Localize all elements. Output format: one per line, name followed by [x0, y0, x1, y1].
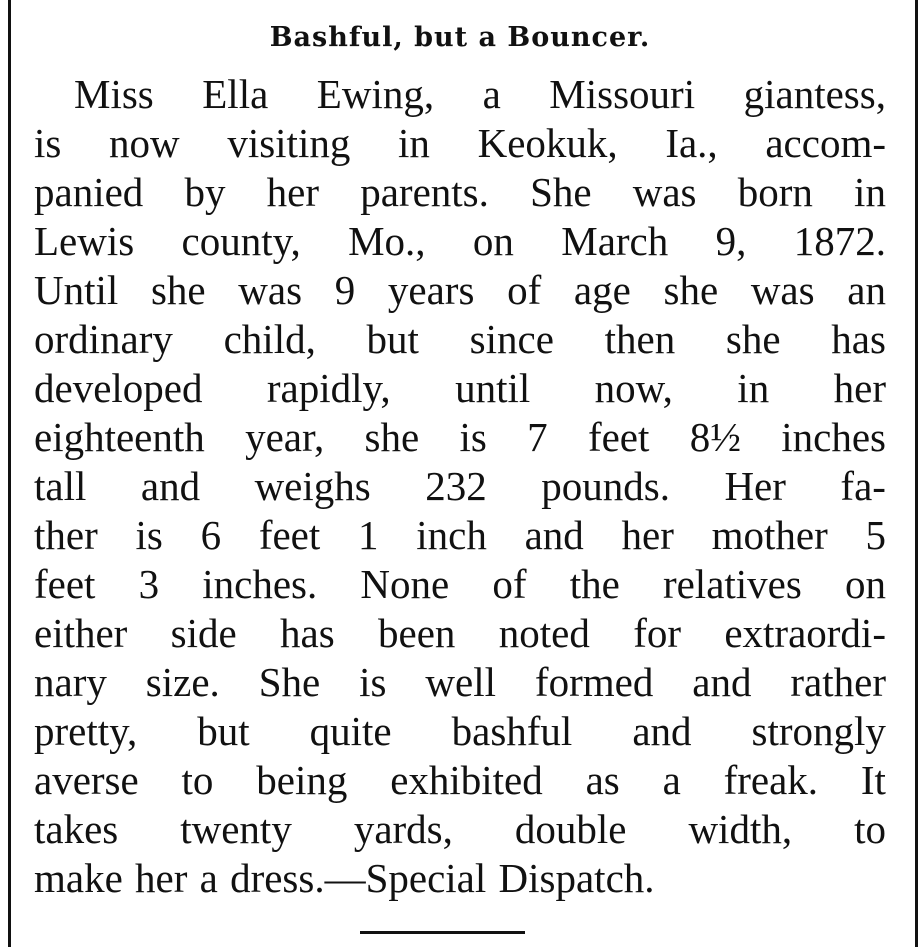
word: and	[692, 659, 752, 705]
article-line	[34, 609, 886, 658]
word: rapidly,	[266, 365, 391, 411]
word: rather	[790, 659, 886, 705]
word: 1872.	[793, 218, 886, 264]
article-line: make her a dress.—Special Dispatch.	[34, 855, 655, 901]
word: her	[266, 169, 320, 215]
word: Mo.,	[348, 218, 426, 264]
word: was	[632, 169, 697, 215]
word: feet	[34, 561, 96, 607]
word: to	[181, 757, 214, 803]
word: and	[632, 708, 692, 754]
article-line	[34, 756, 886, 805]
word: she	[364, 414, 420, 460]
word: twenty	[180, 806, 292, 852]
word: formed	[534, 659, 654, 705]
word: yards,	[353, 806, 453, 852]
headline: Bashful, but a Bouncer.	[269, 22, 651, 53]
word: is	[359, 659, 387, 705]
article-line	[34, 119, 886, 168]
word: she	[725, 316, 781, 362]
word: double	[514, 806, 627, 852]
word: eighteenth	[34, 414, 205, 460]
word: and	[140, 463, 201, 509]
word: 3	[138, 561, 160, 607]
word: takes	[34, 806, 119, 852]
word: mother	[711, 512, 828, 558]
article-line	[34, 364, 886, 413]
word: noted	[498, 610, 590, 656]
word: strongly	[751, 708, 886, 754]
article-line	[34, 413, 886, 462]
word: March	[561, 218, 669, 264]
word: is	[459, 414, 487, 460]
word: 1	[358, 512, 379, 558]
word: she	[150, 267, 206, 313]
word: for	[633, 610, 681, 656]
word: by	[184, 169, 226, 215]
word: a	[482, 71, 501, 117]
word: panied	[34, 169, 144, 215]
article-line	[34, 315, 886, 364]
word: extraordi-	[724, 610, 886, 656]
word: pretty,	[34, 708, 138, 754]
article-line	[34, 511, 886, 560]
article-line	[34, 217, 886, 266]
word: child,	[223, 316, 316, 362]
word: She	[530, 169, 592, 215]
word: accom-	[765, 120, 886, 166]
word: exhibited	[390, 757, 543, 803]
word: Lewis	[34, 218, 135, 264]
article-line	[34, 707, 886, 756]
word: pounds.	[541, 463, 670, 509]
word: is	[34, 120, 62, 166]
word: 6	[200, 512, 222, 558]
word: she	[663, 267, 719, 313]
word: been	[378, 610, 456, 656]
word: Missouri	[549, 71, 696, 117]
word: but	[197, 708, 250, 754]
word: Miss	[74, 71, 154, 117]
word: on	[472, 218, 514, 264]
word: She	[258, 659, 321, 705]
word: a	[662, 757, 681, 803]
article-line	[34, 805, 886, 854]
word: relatives	[662, 561, 802, 607]
word: tall	[34, 463, 87, 509]
word: Her	[724, 463, 786, 509]
word: weighs	[254, 463, 371, 509]
word: was	[238, 267, 303, 313]
word: in	[854, 169, 886, 215]
word: width,	[688, 806, 793, 852]
word: size.	[145, 659, 220, 705]
word: fa-	[840, 463, 886, 509]
word: It	[860, 757, 886, 803]
word: well	[425, 659, 496, 705]
word: ther	[34, 512, 98, 558]
article-line	[34, 658, 886, 707]
word: of	[492, 561, 527, 607]
word: freak.	[723, 757, 819, 803]
word: of	[507, 267, 542, 313]
word: years	[387, 267, 475, 313]
article-line	[34, 168, 886, 217]
word: and	[524, 512, 584, 558]
word: born	[737, 169, 813, 215]
word: Ewing,	[316, 71, 435, 117]
article-body	[34, 70, 886, 903]
word: either	[34, 610, 128, 656]
word: an	[847, 267, 886, 313]
word: quite	[309, 708, 392, 754]
word: Ia.,	[665, 120, 718, 166]
word: None	[360, 561, 450, 607]
word: year,	[245, 414, 325, 460]
word: since	[469, 316, 554, 362]
word: 8½	[689, 414, 741, 460]
word: giantess,	[743, 71, 886, 117]
word: was	[750, 267, 815, 313]
word: but	[366, 316, 419, 362]
word: feet	[258, 512, 321, 558]
word: the	[569, 561, 620, 607]
word: 5	[865, 512, 886, 558]
word: has	[831, 316, 886, 362]
word: ordinary	[34, 316, 173, 362]
word: 7	[527, 414, 548, 460]
word: her	[621, 512, 674, 558]
word: developed	[34, 365, 203, 411]
word: now,	[594, 365, 673, 411]
word: Ella	[202, 71, 269, 117]
word: 9,	[715, 218, 747, 264]
word: visiting	[227, 120, 351, 166]
word: averse	[34, 757, 139, 803]
word: in	[737, 365, 770, 411]
word: inch	[416, 512, 487, 558]
word: now	[109, 120, 180, 166]
word: side	[170, 610, 237, 656]
word: is	[135, 512, 163, 558]
word: nary	[34, 659, 107, 705]
word: being	[256, 757, 348, 803]
word: inches	[781, 414, 886, 460]
word: in	[398, 120, 430, 166]
word: on	[845, 561, 886, 607]
word: until	[455, 365, 531, 411]
word: 232	[425, 463, 487, 509]
word: as	[585, 757, 620, 803]
word: county,	[181, 218, 301, 264]
word: 9	[334, 267, 356, 313]
left-column-rule	[8, 0, 11, 947]
word: to	[854, 806, 886, 852]
word: feet	[587, 414, 650, 460]
article-line	[34, 462, 886, 511]
word: Until	[34, 267, 119, 313]
end-rule	[360, 931, 525, 934]
word: bashful	[451, 708, 573, 754]
word: Keokuk,	[477, 120, 618, 166]
word: age	[573, 267, 631, 313]
word: inches.	[202, 561, 318, 607]
article-line	[34, 266, 886, 315]
right-column-rule	[915, 0, 918, 947]
word: her	[833, 365, 886, 411]
article-line	[34, 560, 886, 609]
word: then	[604, 316, 676, 362]
article-line	[34, 70, 886, 119]
word: has	[280, 610, 335, 656]
word: parents.	[360, 169, 489, 215]
